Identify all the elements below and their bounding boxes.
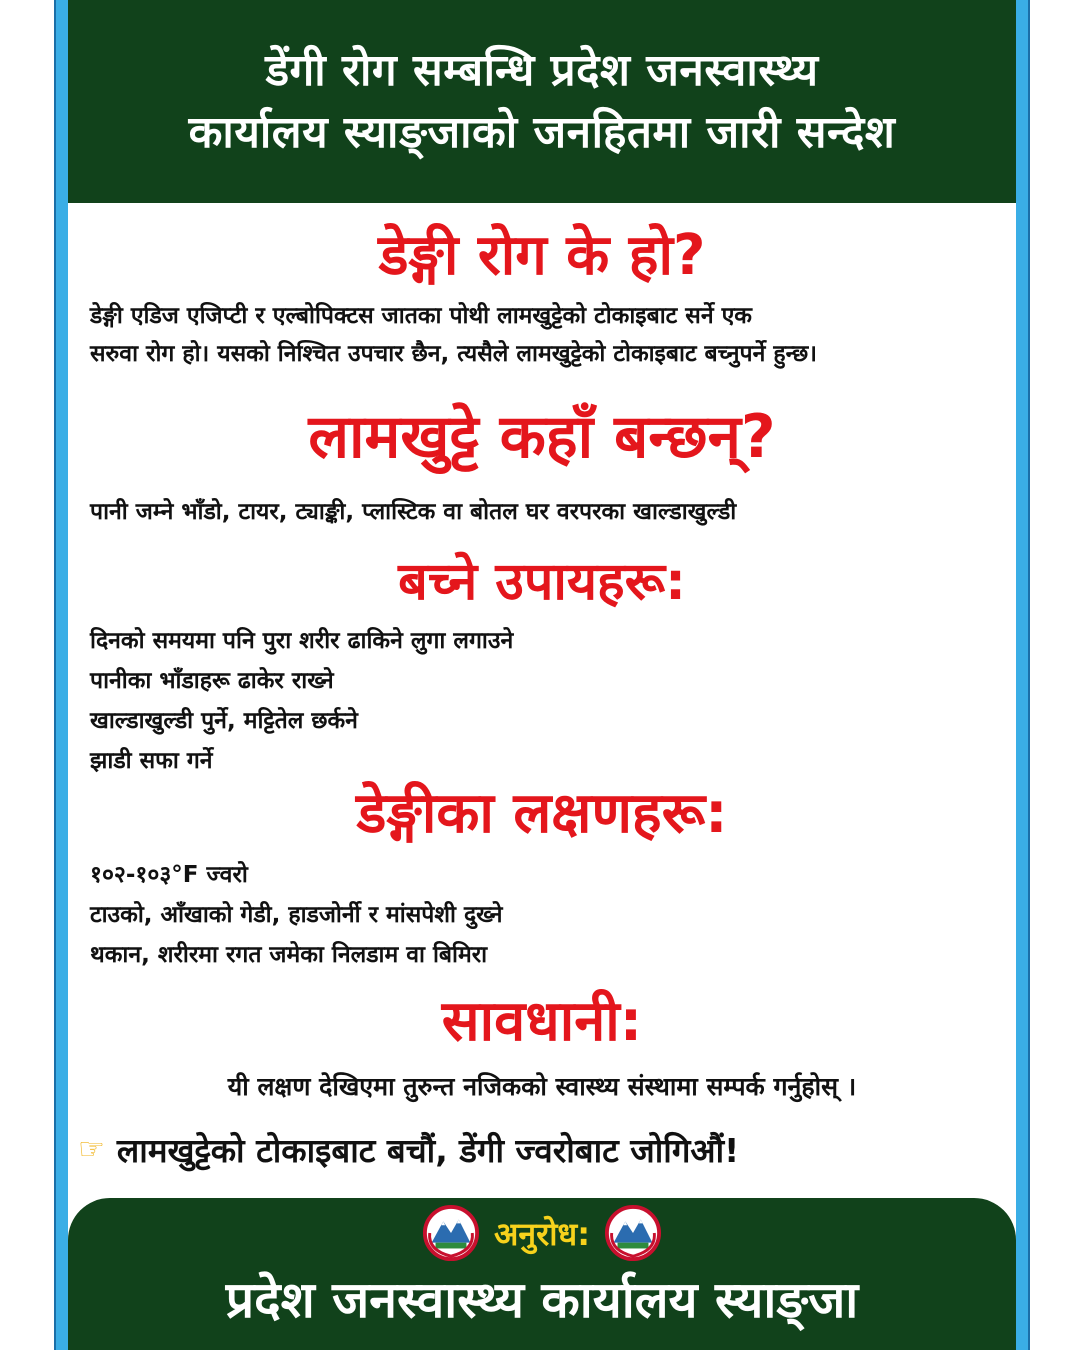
- nepal-emblem-icon: [422, 1204, 480, 1262]
- list-item: झाडी सफा गर्ने: [90, 748, 213, 774]
- caution-text: यी लक्षण देखिएमा तुरुन्त नजिकको स्वास्थ्य संस्थामा सम्पर्क गर्नुहोस् ।: [227, 1072, 857, 1101]
- list-item: टाउको, आँखाको गेडी, हाडजोर्नी र मांसपेशी दुख्ने: [90, 902, 503, 928]
- list-symptoms: [90, 855, 1010, 975]
- heading-symptoms: डेङ्गीका लक्षणहरू:: [356, 781, 728, 846]
- header-title-line-2: कार्यालय स्याङ्जाको जनहितमा जारी सन्देश: [188, 106, 896, 158]
- list-item: पानीका भाँडाहरू ढाकेर राख्ने: [90, 668, 334, 694]
- right-frame-border: [1016, 0, 1030, 1350]
- heading-what-is-dengue: डेङ्गी रोग के हो?: [378, 223, 706, 288]
- list-item: १०२-१०३°F ज्वरो: [90, 862, 248, 888]
- list-prevention: [90, 621, 1010, 781]
- nepal-emblem-icon: [604, 1204, 662, 1262]
- header-banner: [68, 0, 1016, 203]
- heading-mosquito-breeding: लामखुट्टे कहाँ बन्छन्?: [308, 402, 776, 472]
- left-frame-border: [54, 0, 68, 1350]
- slogan-text: लामखुट्टेको टोकाइबाट बचौं, डेंगी ज्वरोबाट जोगिऔं!: [116, 1131, 740, 1170]
- header-title-line-1: डेंगी रोग सम्बन्धि प्रदेश जनस्वास्थ्य: [265, 44, 819, 96]
- footer-banner: [68, 1198, 1016, 1350]
- paragraph-line: पानी जम्ने भाँडो, टायर, ट्याङ्की, प्लास्टिक वा बोतल घर वरपरका खाल्डाखुल्डी: [90, 499, 737, 525]
- list-item: खाल्डाखुल्डी पुर्ने, मट्टितेल छर्कने: [90, 708, 358, 734]
- heading-caution: सावधानी:: [441, 989, 643, 1054]
- list-item: थकान, शरीरमा रगत जमेका निलडाम वा बिमिरा: [90, 942, 488, 968]
- paragraph-what-is-dengue: [90, 297, 1010, 373]
- heading-prevention: बच्ने उपायहरू:: [398, 552, 686, 612]
- request-row: [68, 1204, 1016, 1262]
- office-name: प्रदेश जनस्वास्थ्य कार्यालय स्याङ्जा: [225, 1271, 859, 1329]
- pointing-hand-icon: ☞: [78, 1132, 105, 1167]
- paragraph-breeding-sites: [90, 493, 1010, 531]
- list-item: दिनको समयमा पनि पुरा शरीर ढाकिने लुगा लगाउने: [90, 628, 514, 654]
- slogan-row: [78, 1127, 1018, 1172]
- paragraph-line: डेङ्गी एडिज एजिप्टी र एल्बोपिक्टस जातका पोथी लामखुट्टेको टोकाइबाट सर्ने एक: [90, 303, 752, 329]
- request-label: अनुरोध:: [493, 1214, 591, 1253]
- paragraph-line: सरुवा रोग हो। यसको निश्चित उपचार छैन, त्यसैले लामखुट्टेको टोकाइबाट बच्नुपर्ने हुन्छ।: [90, 341, 818, 367]
